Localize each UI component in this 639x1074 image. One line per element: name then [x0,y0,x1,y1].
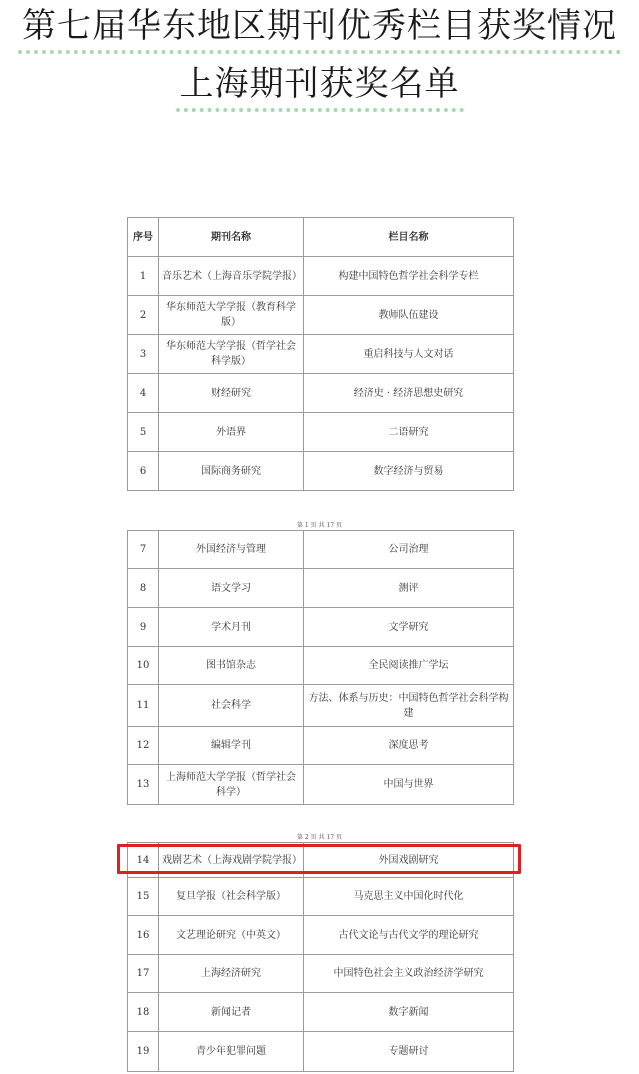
page-footer-2: 第 2 页 共 17 页 [297,834,342,841]
row-index: 12 [128,727,159,765]
row-column: 马克思主义中国化时代化 [304,878,514,916]
row-index: 15 [128,878,159,916]
row-column: 外国戏剧研究 [304,843,514,878]
row-column: 经济史 · 经济思想史研究 [304,374,514,413]
row-journal: 复旦学报（社会科学版） [159,878,304,916]
row-journal: 新闻记者 [159,993,304,1032]
table-row [128,685,514,727]
table-row [128,1032,514,1072]
row-index: 17 [128,955,159,993]
row-index: 2 [128,296,159,335]
row-journal: 社会科学 [159,685,304,727]
row-index: 16 [128,916,159,955]
row-index: 6 [128,452,159,491]
row-index: 13 [128,765,159,805]
row-journal: 文艺理论研究（中英文） [159,916,304,955]
table-row [128,531,514,569]
row-index: 5 [128,413,159,452]
row-index: 7 [128,531,159,569]
row-column: 二语研究 [304,413,514,452]
title-line-1 [0,4,639,54]
row-journal: 财经研究 [159,374,304,413]
row-journal: 华东师范大学学报（哲学社会科学版） [159,335,304,374]
table-row [128,608,514,647]
row-column: 数字经济与贸易 [304,452,514,491]
row-column: 测评 [304,569,514,608]
row-journal: 图书馆杂志 [159,647,304,685]
table-row [128,257,514,296]
row-column: 全民阅读推广学坛 [304,647,514,685]
header-index: 序号 [128,218,159,257]
table-row [128,955,514,993]
title-line-1-text: 第七届华东地区期刊优秀栏目获奖情况 [18,4,621,54]
title-line-2 [0,62,639,112]
table-row [128,765,514,805]
table-row [128,647,514,685]
row-journal: 音乐艺术（上海音乐学院学报） [159,257,304,296]
highlight-box [117,844,521,874]
row-journal: 上海经济研究 [159,955,304,993]
award-table-page-3 [127,842,514,1072]
award-table-page-2 [127,530,514,805]
table-row [128,296,514,335]
row-column: 方法、体系与历史：中国特色哲学社会科学构建 [304,685,514,727]
row-journal: 戏剧艺术（上海戏剧学院学报） [159,843,304,878]
header-column: 栏目名称 [304,218,514,257]
table-row [128,374,514,413]
table-header-row [128,218,514,257]
row-index: 9 [128,608,159,647]
row-column: 数字新闻 [304,993,514,1032]
row-index: 18 [128,993,159,1032]
row-column: 古代文论与古代文学的理论研究 [304,916,514,955]
row-journal: 学术月刊 [159,608,304,647]
row-column: 中国特色社会主义政治经济学研究 [304,955,514,993]
row-index: 19 [128,1032,159,1072]
table-row [128,452,514,491]
row-column: 中国与世界 [304,765,514,805]
row-index: 10 [128,647,159,685]
table-row [128,727,514,765]
row-journal: 语文学习 [159,569,304,608]
row-index: 4 [128,374,159,413]
row-index: 11 [128,685,159,727]
row-column: 重启科技与人文对话 [304,335,514,374]
award-table-page-1 [127,217,514,491]
table-row [128,916,514,955]
row-journal: 上海师范大学学报（哲学社会科学） [159,765,304,805]
table-row [128,993,514,1032]
title-line-2-text: 上海期刊获奖名单 [176,62,464,112]
row-index: 3 [128,335,159,374]
row-journal: 外国经济与管理 [159,531,304,569]
row-journal: 外语界 [159,413,304,452]
table-row [128,335,514,374]
page-footer-1: 第 1 页 共 17 页 [297,522,342,529]
row-column: 教师队伍建设 [304,296,514,335]
row-column: 构建中国特色哲学社会科学专栏 [304,257,514,296]
row-journal: 青少年犯罪问题 [159,1032,304,1072]
header-journal: 期刊名称 [159,218,304,257]
row-column: 专题研讨 [304,1032,514,1072]
row-column: 公司治理 [304,531,514,569]
table-row [128,878,514,916]
row-index: 8 [128,569,159,608]
row-journal: 编辑学刊 [159,727,304,765]
row-index: 1 [128,257,159,296]
row-column: 文学研究 [304,608,514,647]
row-index: 14 [128,843,159,878]
row-column: 深度思考 [304,727,514,765]
row-journal: 华东师范大学学报（教育科学版） [159,296,304,335]
row-journal: 国际商务研究 [159,452,304,491]
table-row [128,413,514,452]
table-row [128,569,514,608]
